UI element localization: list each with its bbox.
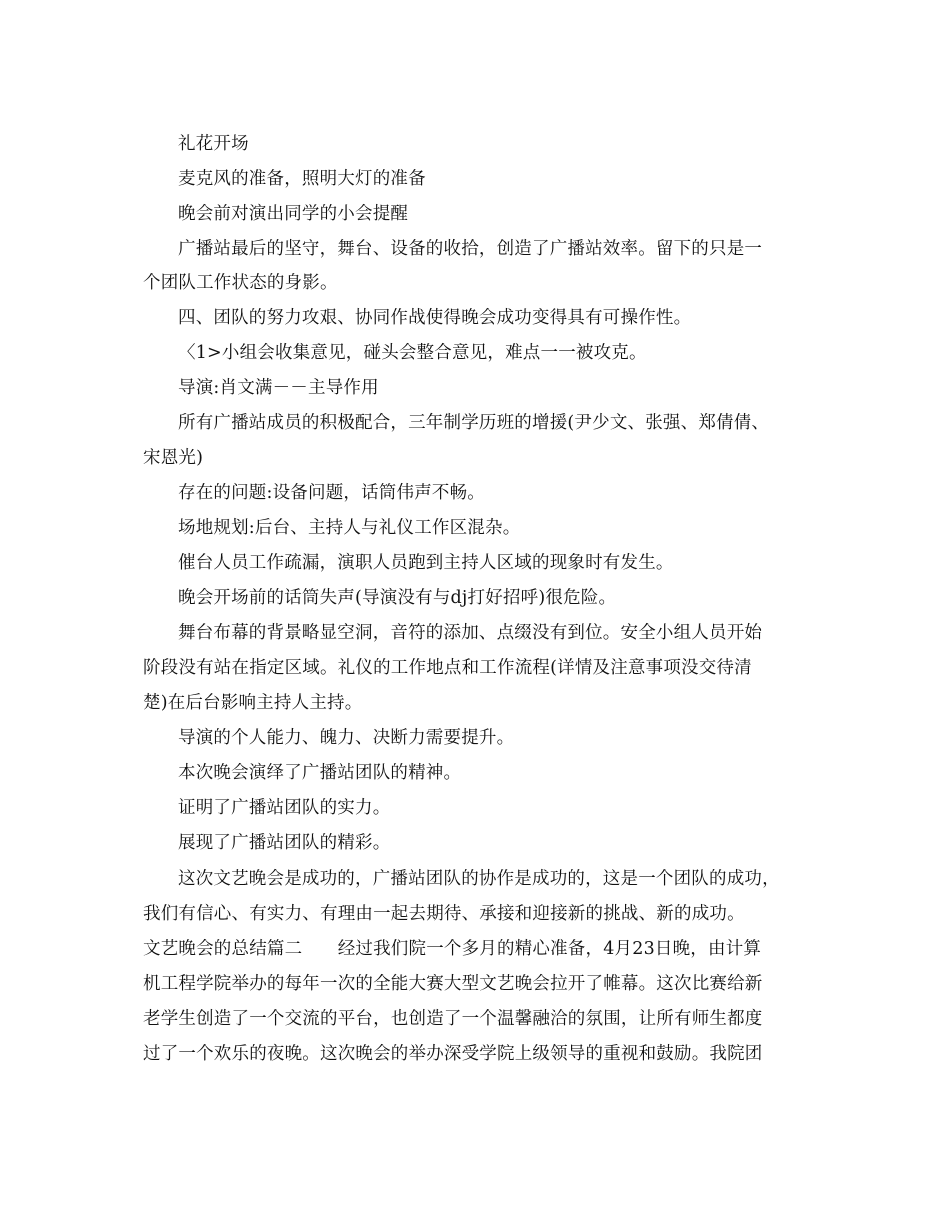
paragraph-line: 麦克风的准备，照明大灯的准备 bbox=[178, 169, 426, 189]
paragraph-line: 晚会前对演出同学的小会提醒 bbox=[178, 204, 409, 224]
paragraph-line: 个团队工作状态的身影。 bbox=[143, 273, 338, 293]
paragraph-line: 存在的问题:设备问题，话筒伟声不畅。 bbox=[178, 483, 485, 503]
paragraph-line: 机工程学院举办的每年一次的全能大赛大型文艺晚会拉开了帷幕。这次比赛给新 bbox=[143, 974, 763, 994]
paragraph-line: 展现了广播站团队的精彩。 bbox=[178, 833, 391, 853]
paragraph-line: 场地规划:后台、主持人与礼仪工作区混杂。 bbox=[178, 518, 521, 538]
paragraph-line: 催台人员工作疏漏，演职人员跑到主持人区域的现象时有发生。 bbox=[178, 553, 674, 573]
paragraph-line: 我们有信心、有实力、有理由一起去期待、承接和迎接新的挑战、新的成功。 bbox=[143, 904, 745, 924]
paragraph-line: 证明了广播站团队的实力。 bbox=[178, 798, 391, 818]
paragraph-line: 老学生创造了一个交流的平台，也创造了一个温馨融洽的氛围，让所有师生都度 bbox=[143, 1009, 763, 1029]
paragraph-line: 过了一个欢乐的夜晚。这次晚会的举办深受学院上级领导的重视和鼓励。我院团 bbox=[143, 1044, 763, 1064]
paragraph-line: 宋恩光) bbox=[143, 448, 204, 468]
paragraph-line: 广播站最后的坚守，舞台、设备的收拾，创造了广播站效率。留下的只是一 bbox=[178, 239, 763, 259]
paragraph-line: 〈1>小组会收集意见，碰头会整合意见，难点一一被攻克。 bbox=[178, 343, 647, 363]
paragraph-line: 四、团队的努力攻艰、协同作战使得晚会成功变得具有可操作性。 bbox=[178, 308, 692, 328]
section-heading-line: 文艺晚会的总结篇二 经过我们院一个多月的精心准备，4月23日晚，由计算 bbox=[143, 939, 762, 959]
paragraph-line: 导演:肖文满－－主导作用 bbox=[178, 378, 379, 398]
paragraph-line: 阶段没有站在指定区域。礼仪的工作地点和工作流程(详情及注意事项没交待清 bbox=[143, 658, 752, 678]
paragraph-line: 所有广播站成员的积极配合，三年制学历班的增援(尹少文、张强、郑倩倩、 bbox=[178, 413, 770, 433]
paragraph-line: 本次晚会演绎了广播站团队的精神。 bbox=[178, 763, 462, 783]
paragraph-line: 舞台布幕的背景略显空洞，音符的添加、点缀没有到位。安全小组人员开始 bbox=[178, 623, 763, 643]
paragraph-line: 导演的个人能力、魄力、决断力需要提升。 bbox=[178, 728, 515, 748]
paragraph-line: 晚会开场前的话筒失声(导演没有与dj打好招呼)很危险。 bbox=[178, 588, 617, 608]
paragraph-line: 楚)在后台影响主持人主持。 bbox=[143, 693, 363, 713]
paragraph-line: 礼花开场 bbox=[178, 134, 249, 154]
paragraph-line: 这次文艺晚会是成功的，广播站团队的协作是成功的，这是一个团队的成功， bbox=[178, 869, 780, 889]
